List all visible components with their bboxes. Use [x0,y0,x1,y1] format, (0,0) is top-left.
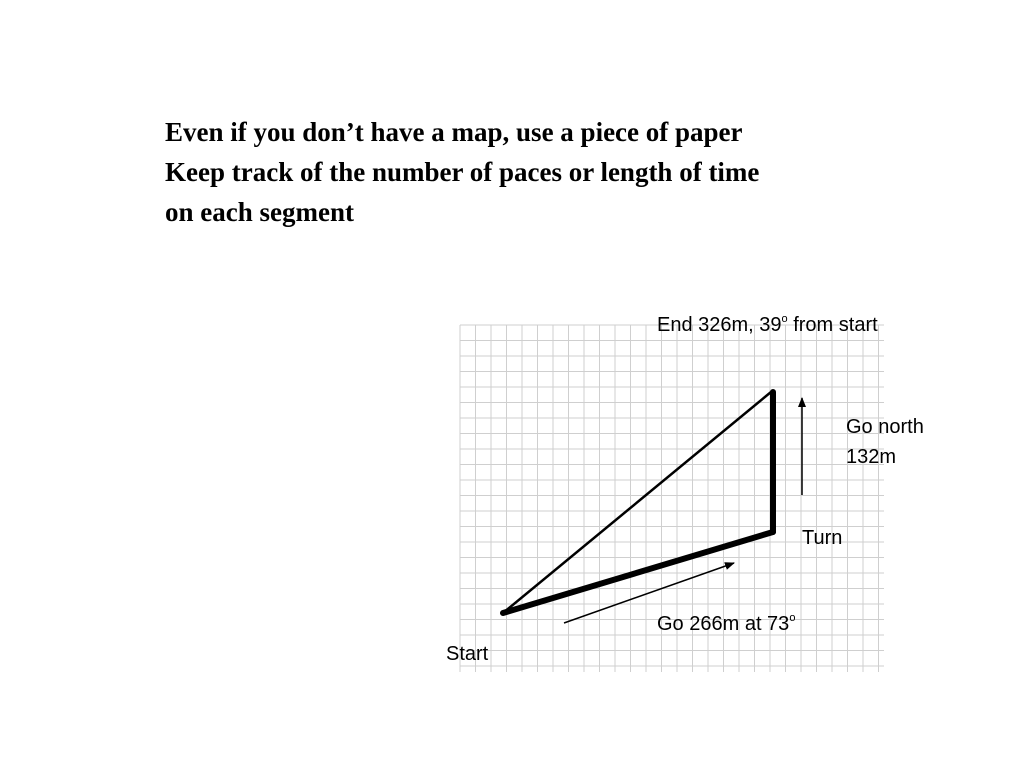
go-leg-label-prefix: Go 266m at 73 [657,613,790,635]
end-label [657,310,878,340]
go-north-label-line-2: 132m [846,446,897,468]
heading-line-3: on each segment [165,197,354,227]
go-north-label [846,412,924,472]
go-north-label-line-1: Go north [846,416,924,438]
start-label: Start [446,643,489,665]
go-leg-degree-symbol: o [789,612,796,624]
end-degree-symbol: o [781,313,788,325]
resultant-line [503,392,771,613]
heading-line-1: Even if you don’t have a map, use a piece of paper [165,117,743,147]
heading-line-2: Keep track of the number of paces or length of time [165,157,760,187]
end-label-suffix: from start [793,314,878,336]
go-leg-label [657,609,795,639]
end-label-prefix: End 326m, 39 [657,314,782,336]
turn-label: Turn [802,527,843,549]
